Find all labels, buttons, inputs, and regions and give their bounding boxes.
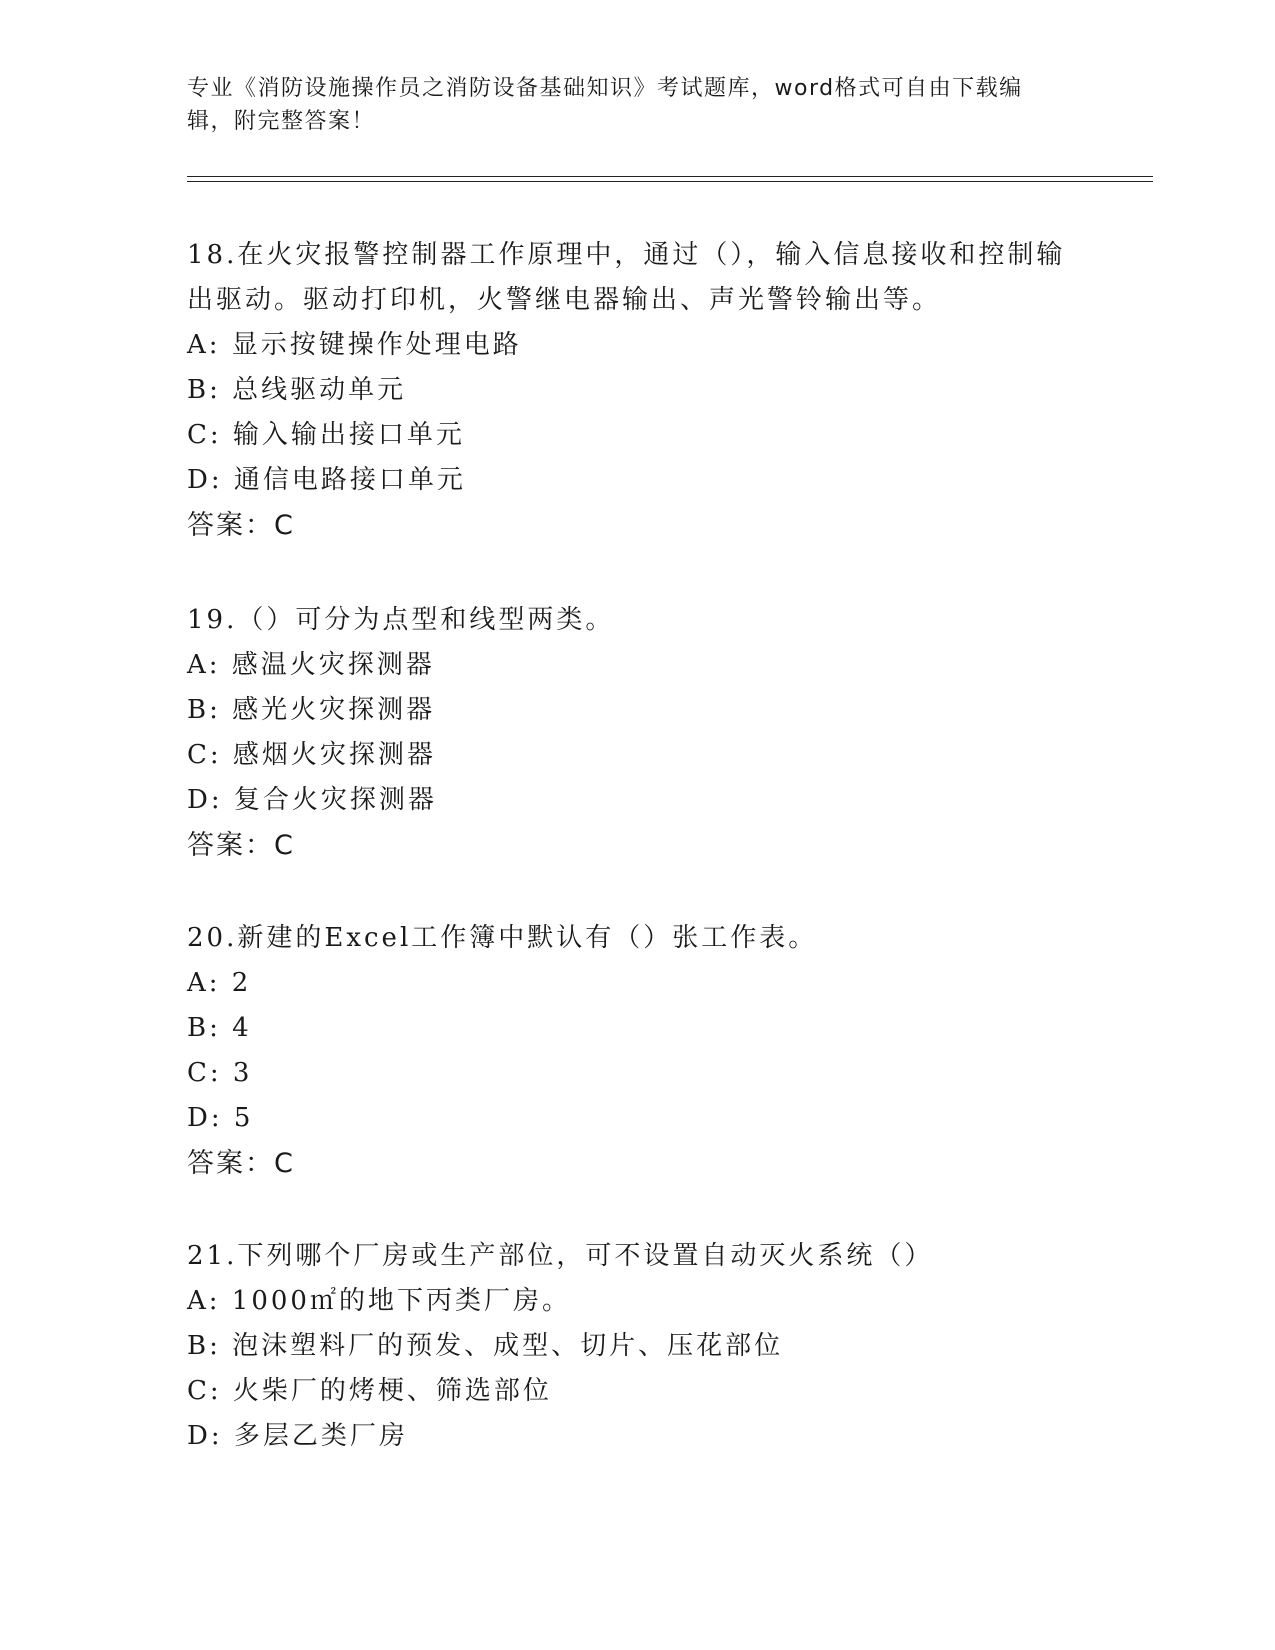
option-d: D: 5 <box>187 1103 254 1133</box>
option-a: A: 显示按键操作处理电路 <box>187 330 522 360</box>
option-a: A: 2 <box>187 968 252 998</box>
option-b: B: 4 <box>187 1013 252 1043</box>
header-divider-top <box>187 176 1153 177</box>
question-21 <box>187 1234 1087 1459</box>
question-18 <box>187 233 1087 548</box>
question-19 <box>187 598 1087 868</box>
option-d: D: 通信电路接口单元 <box>187 465 466 495</box>
question-stem: 20.新建的Excel工作簿中默认有（）张工作表。 <box>187 923 818 953</box>
answer-line: 答案：C <box>187 1148 295 1179</box>
option-d: D: 多层乙类厂房 <box>187 1421 408 1451</box>
answer-line: 答案：C <box>187 830 295 861</box>
question-stem: 18.在火灾报警控制器工作原理中，通过（），输入信息接收和控制输出驱动。驱动打印机，火警继电器输出、声光警铃输出等。 <box>187 240 1066 315</box>
option-b: B: 总线驱动单元 <box>187 375 407 405</box>
question-20 <box>187 916 1087 1186</box>
option-b: B: 泡沫塑料厂的预发、成型、切片、压花部位 <box>187 1331 784 1361</box>
option-d: D: 复合火灾探测器 <box>187 785 437 815</box>
option-c: C: 输入输出接口单元 <box>187 420 465 450</box>
option-c: C: 感烟火灾探测器 <box>187 740 436 770</box>
question-stem: 21.下列哪个厂房或生产部位，可不设置自动灭火系统（） <box>187 1241 934 1271</box>
header-divider-bottom <box>187 181 1153 182</box>
question-stem: 19.（）可分为点型和线型两类。 <box>187 605 615 635</box>
option-b: B: 感光火灾探测器 <box>187 695 436 725</box>
option-a: A: 1000㎡的地下丙类厂房。 <box>187 1286 571 1316</box>
option-a: A: 感温火灾探测器 <box>187 650 435 680</box>
option-c: C: 3 <box>187 1058 253 1088</box>
option-c: C: 火柴厂的烤梗、筛选部位 <box>187 1376 552 1406</box>
document-header-note: 专业《消防设施操作员之消防设备基础知识》考试题库，word格式可自由下载编辑，附完整答案！ <box>187 76 1023 134</box>
answer-line: 答案：C <box>187 510 295 541</box>
